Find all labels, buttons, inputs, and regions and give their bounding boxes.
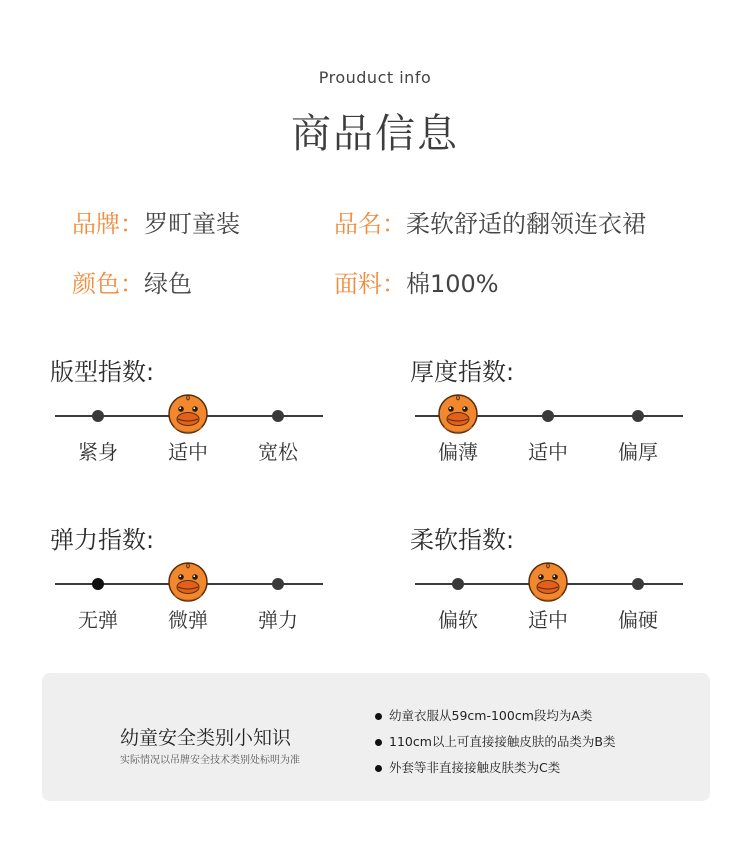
scale-dot (92, 578, 104, 590)
scale-softness (410, 520, 690, 650)
info-fabric-value: 棉100% (406, 270, 499, 298)
scale-label-2: 适中 (168, 440, 208, 464)
info-fabric (334, 264, 499, 299)
duck-marker-icon (168, 394, 208, 436)
scale-fit-title: 版型指数: (50, 358, 155, 386)
scale-fit (50, 352, 330, 482)
scale-label-3: 宽松 (258, 440, 298, 464)
scale-elasticity-title: 弹力指数: (50, 526, 155, 554)
info-name-value: 柔软舒适的翻领连衣裙 (406, 210, 646, 238)
info-brand-key: 品牌： (72, 210, 144, 238)
duck-marker-icon (168, 562, 208, 604)
scale-label-1: 紧身 (78, 440, 118, 464)
info-fabric-key: 面料： (334, 270, 406, 298)
safety-item: 外套等非直接接触皮肤类为C类 (375, 755, 615, 781)
scale-thickness (410, 352, 690, 482)
page-title: 商品信息 (291, 111, 459, 157)
scale-label-1: 无弹 (78, 608, 118, 632)
scale-softness-title: 柔软指数: (410, 526, 515, 554)
duck-marker-icon (438, 394, 478, 436)
info-color-key: 颜色： (72, 270, 144, 298)
safety-note: 实际情况以吊牌安全技术类别处标明为准 (120, 755, 300, 766)
scale-dot (632, 578, 644, 590)
scale-label-2: 微弹 (168, 608, 208, 632)
scale-label-3: 偏硬 (618, 608, 658, 632)
scale-dot (272, 410, 284, 422)
info-brand-value: 罗町童装 (144, 210, 240, 238)
info-color-value: 绿色 (144, 270, 192, 298)
scale-label-2: 适中 (528, 608, 568, 632)
scale-label-2: 适中 (528, 440, 568, 464)
info-name-key: 品名： (334, 210, 406, 238)
safety-item: 110cm以上可直接接触皮肤的品类为B类 (375, 729, 615, 755)
duck-marker-icon (528, 562, 568, 604)
safety-panel (42, 673, 710, 801)
scale-label-1: 偏薄 (438, 440, 478, 464)
subtitle: Prouduct info (318, 68, 432, 87)
safety-title: 幼童安全类别小知识 (120, 727, 292, 749)
scale-thickness-title: 厚度指数: (410, 358, 515, 386)
scale-dot (542, 410, 554, 422)
info-name (334, 204, 646, 239)
scale-label-1: 偏软 (438, 608, 478, 632)
scale-elasticity (50, 520, 330, 650)
scale-label-3: 弹力 (258, 608, 298, 632)
scale-dot (452, 578, 464, 590)
scale-dot (92, 410, 104, 422)
scale-label-3: 偏厚 (618, 440, 658, 464)
scale-dot (632, 410, 644, 422)
info-color (72, 264, 192, 299)
safety-list (375, 703, 615, 781)
info-brand (72, 204, 240, 239)
safety-item: 幼童衣服从59cm-100cm段均为A类 (375, 703, 615, 729)
scale-dot (272, 578, 284, 590)
